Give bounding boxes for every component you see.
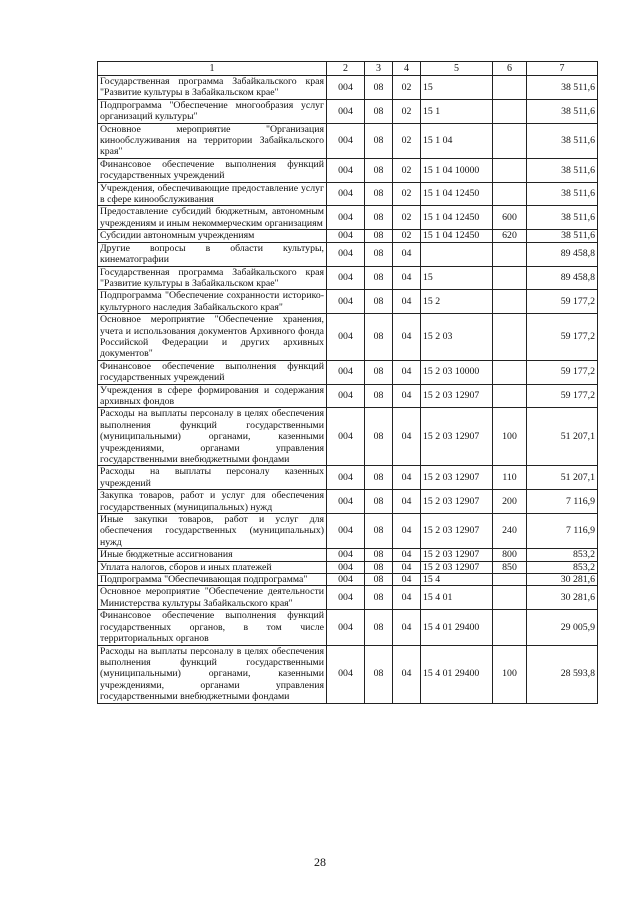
column-header: 3 xyxy=(365,62,393,76)
table-row xyxy=(98,230,598,242)
expense-type-cell xyxy=(493,574,527,586)
ministry-code-cell: 004 xyxy=(327,574,365,586)
amount-cell: 30 281,6 xyxy=(527,574,598,586)
row-name-cell: Основное мероприятие "Обеспечение хранения, учета и использования документов Архивного фонда Российской Федерации и других архивных документов" xyxy=(98,314,327,361)
section-code-cell: 08 xyxy=(365,561,393,573)
ministry-code-cell: 004 xyxy=(327,586,365,610)
target-article-cell: 15 2 03 12907 xyxy=(421,408,493,466)
header-row xyxy=(98,62,598,76)
table-row xyxy=(98,158,598,182)
table-row xyxy=(98,206,598,230)
expense-type-cell: 100 xyxy=(493,645,527,703)
expense-type-cell: 800 xyxy=(493,549,527,561)
expense-type-cell xyxy=(493,314,527,361)
target-article-cell: 15 2 xyxy=(421,290,493,314)
expense-type-cell xyxy=(493,76,527,100)
expense-type-cell xyxy=(493,266,527,290)
subsection-code-cell: 04 xyxy=(393,561,421,573)
table-row xyxy=(98,360,598,384)
ministry-code-cell: 004 xyxy=(327,360,365,384)
subsection-code-cell: 04 xyxy=(393,242,421,266)
target-article-cell: 15 2 03 12907 xyxy=(421,466,493,490)
section-code-cell: 08 xyxy=(365,314,393,361)
row-name-cell: Государственная программа Забайкальского края "Развитие культуры в Забайкальском крае" xyxy=(98,266,327,290)
table-row xyxy=(98,384,598,408)
ministry-code-cell: 004 xyxy=(327,466,365,490)
ministry-code-cell: 004 xyxy=(327,123,365,158)
amount-cell: 59 177,2 xyxy=(527,360,598,384)
target-article-cell xyxy=(421,242,493,266)
table-row xyxy=(98,561,598,573)
section-code-cell: 08 xyxy=(365,645,393,703)
subsection-code-cell: 04 xyxy=(393,266,421,290)
target-article-cell: 15 xyxy=(421,266,493,290)
table-row xyxy=(98,574,598,586)
target-article-cell: 15 4 01 29400 xyxy=(421,610,493,645)
row-name-cell: Иные бюджетные ассигнования xyxy=(98,549,327,561)
expense-type-cell: 850 xyxy=(493,561,527,573)
subsection-code-cell: 04 xyxy=(393,610,421,645)
subsection-code-cell: 02 xyxy=(393,99,421,123)
column-header: 5 xyxy=(421,62,493,76)
ministry-code-cell: 004 xyxy=(327,99,365,123)
table-row xyxy=(98,123,598,158)
target-article-cell: 15 2 03 10000 xyxy=(421,360,493,384)
amount-cell: 28 593,8 xyxy=(527,645,598,703)
amount-cell: 51 207,1 xyxy=(527,408,598,466)
section-code-cell: 08 xyxy=(365,242,393,266)
expense-type-cell xyxy=(493,360,527,384)
subsection-code-cell: 04 xyxy=(393,314,421,361)
amount-cell: 38 511,6 xyxy=(527,230,598,242)
table-row xyxy=(98,610,598,645)
amount-cell: 853,2 xyxy=(527,549,598,561)
row-name-cell: Государственная программа Забайкальского края "Развитие культуры в Забайкальском крае" xyxy=(98,76,327,100)
amount-cell: 89 458,8 xyxy=(527,266,598,290)
row-name-cell: Подпрограмма "Обеспечение многообразия услуг организаций культуры" xyxy=(98,99,327,123)
expense-type-cell: 240 xyxy=(493,514,527,549)
section-code-cell: 08 xyxy=(365,206,393,230)
budget-table xyxy=(97,61,598,704)
amount-cell: 38 511,6 xyxy=(527,99,598,123)
column-header: 4 xyxy=(393,62,421,76)
ministry-code-cell: 004 xyxy=(327,610,365,645)
row-name-cell: Учреждения, обеспечивающие предоставление услуг в сфере кинообслуживания xyxy=(98,182,327,206)
ministry-code-cell: 004 xyxy=(327,290,365,314)
subsection-code-cell: 04 xyxy=(393,645,421,703)
column-header: 7 xyxy=(527,62,598,76)
subsection-code-cell: 02 xyxy=(393,182,421,206)
section-code-cell: 08 xyxy=(365,490,393,514)
subsection-code-cell: 04 xyxy=(393,384,421,408)
amount-cell: 51 207,1 xyxy=(527,466,598,490)
row-name-cell: Основное мероприятие "Организация кинообслуживания на территории Забайкальского края" xyxy=(98,123,327,158)
ministry-code-cell: 004 xyxy=(327,266,365,290)
row-name-cell: Уплата налогов, сборов и иных платежей xyxy=(98,561,327,573)
expense-type-cell: 600 xyxy=(493,206,527,230)
subsection-code-cell: 02 xyxy=(393,206,421,230)
amount-cell: 38 511,6 xyxy=(527,123,598,158)
target-article-cell: 15 1 04 xyxy=(421,123,493,158)
section-code-cell: 08 xyxy=(365,514,393,549)
row-name-cell: Финансовое обеспечение выполнения функций государственных учреждений xyxy=(98,158,327,182)
expense-type-cell xyxy=(493,99,527,123)
subsection-code-cell: 02 xyxy=(393,230,421,242)
expense-type-cell xyxy=(493,290,527,314)
subsection-code-cell: 04 xyxy=(393,514,421,549)
expense-type-cell xyxy=(493,586,527,610)
section-code-cell: 08 xyxy=(365,182,393,206)
expense-type-cell xyxy=(493,610,527,645)
section-code-cell: 08 xyxy=(365,574,393,586)
subsection-code-cell: 02 xyxy=(393,158,421,182)
table-row xyxy=(98,514,598,549)
amount-cell: 7 116,9 xyxy=(527,514,598,549)
ministry-code-cell: 004 xyxy=(327,561,365,573)
section-code-cell: 08 xyxy=(365,290,393,314)
amount-cell: 38 511,6 xyxy=(527,158,598,182)
ministry-code-cell: 004 xyxy=(327,549,365,561)
target-article-cell: 15 4 01 xyxy=(421,586,493,610)
subsection-code-cell: 02 xyxy=(393,123,421,158)
row-name-cell: Финансовое обеспечение выполнения функций государственных органов, в том числе территориальных органов xyxy=(98,610,327,645)
section-code-cell: 08 xyxy=(365,99,393,123)
section-code-cell: 08 xyxy=(365,466,393,490)
ministry-code-cell: 004 xyxy=(327,490,365,514)
amount-cell: 59 177,2 xyxy=(527,290,598,314)
ministry-code-cell: 004 xyxy=(327,76,365,100)
target-article-cell: 15 1 04 12450 xyxy=(421,182,493,206)
amount-cell: 38 511,6 xyxy=(527,182,598,206)
table-row xyxy=(98,76,598,100)
target-article-cell: 15 2 03 12907 xyxy=(421,384,493,408)
subsection-code-cell: 04 xyxy=(393,490,421,514)
row-name-cell: Расходы на выплаты персоналу казенных учреждений xyxy=(98,466,327,490)
target-article-cell: 15 2 03 12907 xyxy=(421,514,493,549)
column-header: 1 xyxy=(98,62,327,76)
row-name-cell: Подпрограмма "Обеспечивающая подпрограмма" xyxy=(98,574,327,586)
row-name-cell: Подпрограмма "Обеспечение сохранности историко-культурного наследия Забайкальского края" xyxy=(98,290,327,314)
target-article-cell: 15 4 xyxy=(421,574,493,586)
table-row xyxy=(98,490,598,514)
target-article-cell: 15 2 03 xyxy=(421,314,493,361)
table-row xyxy=(98,408,598,466)
amount-cell: 59 177,2 xyxy=(527,384,598,408)
expense-type-cell xyxy=(493,182,527,206)
expense-type-cell xyxy=(493,242,527,266)
expense-type-cell: 200 xyxy=(493,490,527,514)
table-row xyxy=(98,586,598,610)
amount-cell: 38 511,6 xyxy=(527,76,598,100)
table-row xyxy=(98,182,598,206)
amount-cell: 30 281,6 xyxy=(527,586,598,610)
row-name-cell: Финансовое обеспечение выполнения функций государственных учреждений xyxy=(98,360,327,384)
subsection-code-cell: 04 xyxy=(393,574,421,586)
amount-cell: 59 177,2 xyxy=(527,314,598,361)
column-header: 2 xyxy=(327,62,365,76)
table-row xyxy=(98,314,598,361)
expense-type-cell xyxy=(493,384,527,408)
section-code-cell: 08 xyxy=(365,610,393,645)
row-name-cell: Предоставление субсидий бюджетным, автономным учреждениям и иным некоммерческим организациям xyxy=(98,206,327,230)
target-article-cell: 15 1 04 12450 xyxy=(421,206,493,230)
row-name-cell: Иные закупки товаров, работ и услуг для обеспечения государственных (муниципальных) нужд xyxy=(98,514,327,549)
target-article-cell: 15 2 03 12907 xyxy=(421,561,493,573)
column-header: 6 xyxy=(493,62,527,76)
subsection-code-cell: 02 xyxy=(393,76,421,100)
ministry-code-cell: 004 xyxy=(327,158,365,182)
table-row xyxy=(98,290,598,314)
subsection-code-cell: 04 xyxy=(393,360,421,384)
section-code-cell: 08 xyxy=(365,230,393,242)
section-code-cell: 08 xyxy=(365,266,393,290)
target-article-cell: 15 1 xyxy=(421,99,493,123)
row-name-cell: Закупка товаров, работ и услуг для обеспечения государственных (муниципальных) нужд xyxy=(98,490,327,514)
amount-cell: 7 116,9 xyxy=(527,490,598,514)
ministry-code-cell: 004 xyxy=(327,206,365,230)
section-code-cell: 08 xyxy=(365,549,393,561)
target-article-cell: 15 4 01 29400 xyxy=(421,645,493,703)
table-row xyxy=(98,266,598,290)
section-code-cell: 08 xyxy=(365,408,393,466)
expense-type-cell: 100 xyxy=(493,408,527,466)
section-code-cell: 08 xyxy=(365,586,393,610)
section-code-cell: 08 xyxy=(365,123,393,158)
ministry-code-cell: 004 xyxy=(327,384,365,408)
page-number: 28 xyxy=(314,855,326,869)
row-name-cell: Расходы на выплаты персоналу в целях обеспечения выполнения функций государственными (муниципальными) органами, казенными учреждениями, органами управления государственными внебюджетными фондами xyxy=(98,645,327,703)
row-name-cell: Учреждения в сфере формирования и содержания архивных фондов xyxy=(98,384,327,408)
amount-cell: 38 511,6 xyxy=(527,206,598,230)
subsection-code-cell: 04 xyxy=(393,290,421,314)
expense-type-cell xyxy=(493,123,527,158)
expense-type-cell: 110 xyxy=(493,466,527,490)
amount-cell: 89 458,8 xyxy=(527,242,598,266)
section-code-cell: 08 xyxy=(365,384,393,408)
ministry-code-cell: 004 xyxy=(327,230,365,242)
amount-cell: 853,2 xyxy=(527,561,598,573)
target-article-cell: 15 2 03 12907 xyxy=(421,549,493,561)
section-code-cell: 08 xyxy=(365,76,393,100)
table-row xyxy=(98,466,598,490)
ministry-code-cell: 004 xyxy=(327,408,365,466)
table-row xyxy=(98,645,598,703)
subsection-code-cell: 04 xyxy=(393,408,421,466)
ministry-code-cell: 004 xyxy=(327,182,365,206)
expense-type-cell xyxy=(493,158,527,182)
ministry-code-cell: 004 xyxy=(327,314,365,361)
row-name-cell: Расходы на выплаты персоналу в целях обеспечения выполнения функций государственными (муниципальными) органами, казенными учреждениями, органами управления государственными внебюджетными фондами xyxy=(98,408,327,466)
table-row xyxy=(98,99,598,123)
ministry-code-cell: 004 xyxy=(327,514,365,549)
table-row xyxy=(98,242,598,266)
target-article-cell: 15 xyxy=(421,76,493,100)
amount-cell: 29 005,9 xyxy=(527,610,598,645)
expense-type-cell: 620 xyxy=(493,230,527,242)
row-name-cell: Основное мероприятие "Обеспечение деятельности Министерства культуры Забайкальского края" xyxy=(98,586,327,610)
target-article-cell: 15 1 04 10000 xyxy=(421,158,493,182)
row-name-cell: Субсидии автономным учреждениям xyxy=(98,230,327,242)
subsection-code-cell: 04 xyxy=(393,466,421,490)
target-article-cell: 15 2 03 12907 xyxy=(421,490,493,514)
section-code-cell: 08 xyxy=(365,158,393,182)
table-row xyxy=(98,549,598,561)
section-code-cell: 08 xyxy=(365,360,393,384)
ministry-code-cell: 004 xyxy=(327,242,365,266)
subsection-code-cell: 04 xyxy=(393,586,421,610)
target-article-cell: 15 1 04 12450 xyxy=(421,230,493,242)
row-name-cell: Другие вопросы в области культуры, кинематографии xyxy=(98,242,327,266)
ministry-code-cell: 004 xyxy=(327,645,365,703)
subsection-code-cell: 04 xyxy=(393,549,421,561)
